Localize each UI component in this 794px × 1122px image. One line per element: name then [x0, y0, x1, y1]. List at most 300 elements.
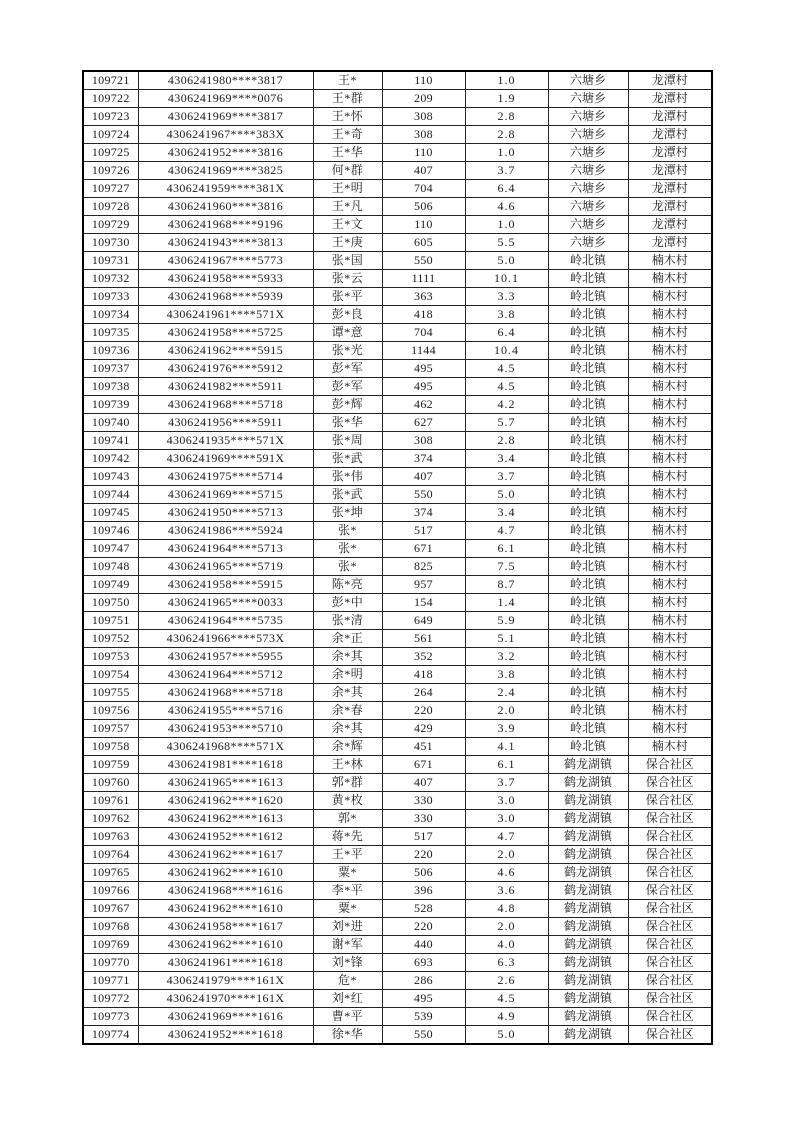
table-row: [83, 918, 712, 936]
table-row: [83, 630, 712, 648]
cell-rate: 7.5: [465, 558, 548, 576]
cell-id-number: 4306241976****5912: [138, 360, 313, 378]
table-row: [83, 612, 712, 630]
cell-town: 岭北镇: [548, 648, 628, 666]
table-row: [83, 954, 712, 972]
cell-town: 六塘乡: [548, 126, 628, 144]
cell-town: 六塘乡: [548, 144, 628, 162]
cell-serial-number: 109768: [83, 918, 138, 936]
cell-id-number: 4306241961****1618: [138, 954, 313, 972]
cell-rate: 4.6: [465, 198, 548, 216]
cell-town: 鹤龙湖镇: [548, 828, 628, 846]
cell-id-number: 4306241956****5911: [138, 414, 313, 432]
cell-serial-number: 109745: [83, 504, 138, 522]
cell-serial-number: 109767: [83, 900, 138, 918]
cell-person-name: 李*平: [313, 882, 382, 900]
cell-serial-number: 109766: [83, 882, 138, 900]
cell-village: 保合社区: [628, 990, 712, 1008]
cell-id-number: 4306241967****5773: [138, 252, 313, 270]
table-row: [83, 252, 712, 270]
cell-rate: 3.9: [465, 720, 548, 738]
cell-serial-number: 109750: [83, 594, 138, 612]
cell-rate: 10.4: [465, 342, 548, 360]
cell-village: 保合社区: [628, 1008, 712, 1026]
cell-person-name: 余*其: [313, 720, 382, 738]
cell-serial-number: 109762: [83, 810, 138, 828]
cell-serial-number: 109742: [83, 450, 138, 468]
cell-village: 龙潭村: [628, 198, 712, 216]
cell-id-number: 4306241962****1613: [138, 810, 313, 828]
cell-rate: 3.7: [465, 468, 548, 486]
cell-rate: 4.2: [465, 396, 548, 414]
cell-person-name: 彭*辉: [313, 396, 382, 414]
cell-serial-number: 109741: [83, 432, 138, 450]
cell-village: 楠木村: [628, 720, 712, 738]
cell-town: 六塘乡: [548, 90, 628, 108]
cell-town: 岭北镇: [548, 324, 628, 342]
cell-amount: 440: [382, 936, 465, 954]
cell-amount: 220: [382, 702, 465, 720]
cell-serial-number: 109725: [83, 144, 138, 162]
cell-id-number: 4306241969****591X: [138, 450, 313, 468]
table-row: [83, 198, 712, 216]
cell-id-number: 4306241969****3817: [138, 108, 313, 126]
cell-serial-number: 109747: [83, 540, 138, 558]
cell-rate: 4.5: [465, 360, 548, 378]
cell-person-name: 张*: [313, 558, 382, 576]
cell-rate: 2.8: [465, 108, 548, 126]
cell-town: 鹤龙湖镇: [548, 846, 628, 864]
cell-serial-number: 109732: [83, 270, 138, 288]
table-row: [83, 378, 712, 396]
cell-village: 楠木村: [628, 738, 712, 756]
cell-amount: 1144: [382, 342, 465, 360]
cell-serial-number: 109738: [83, 378, 138, 396]
records-table: [82, 70, 713, 1045]
cell-town: 鹤龙湖镇: [548, 792, 628, 810]
cell-serial-number: 109774: [83, 1026, 138, 1045]
cell-town: 六塘乡: [548, 234, 628, 252]
cell-village: 保合社区: [628, 846, 712, 864]
cell-serial-number: 109753: [83, 648, 138, 666]
cell-serial-number: 109743: [83, 468, 138, 486]
cell-amount: 407: [382, 162, 465, 180]
cell-village: 龙潭村: [628, 234, 712, 252]
cell-person-name: 张*国: [313, 252, 382, 270]
cell-person-name: 黄*枚: [313, 792, 382, 810]
cell-rate: 4.5: [465, 378, 548, 396]
cell-serial-number: 109749: [83, 576, 138, 594]
cell-id-number: 4306241981****1618: [138, 756, 313, 774]
table-row: [83, 990, 712, 1008]
cell-village: 龙潭村: [628, 108, 712, 126]
table-row: [83, 540, 712, 558]
cell-id-number: 4306241968****1616: [138, 882, 313, 900]
cell-amount: 506: [382, 864, 465, 882]
cell-serial-number: 109736: [83, 342, 138, 360]
cell-id-number: 4306241970****161X: [138, 990, 313, 1008]
cell-village: 保合社区: [628, 954, 712, 972]
cell-rate: 10.1: [465, 270, 548, 288]
cell-rate: 4.5: [465, 990, 548, 1008]
cell-town: 鹤龙湖镇: [548, 756, 628, 774]
cell-town: 岭北镇: [548, 630, 628, 648]
cell-amount: 462: [382, 396, 465, 414]
cell-amount: 561: [382, 630, 465, 648]
cell-serial-number: 109754: [83, 666, 138, 684]
cell-id-number: 4306241964****5713: [138, 540, 313, 558]
cell-rate: 5.5: [465, 234, 548, 252]
cell-person-name: 郭*群: [313, 774, 382, 792]
cell-town: 六塘乡: [548, 108, 628, 126]
cell-serial-number: 109734: [83, 306, 138, 324]
cell-amount: 374: [382, 504, 465, 522]
cell-serial-number: 109771: [83, 972, 138, 990]
cell-village: 保合社区: [628, 1026, 712, 1045]
table-row: [83, 126, 712, 144]
cell-id-number: 4306241957****5955: [138, 648, 313, 666]
cell-amount: 330: [382, 810, 465, 828]
cell-id-number: 4306241952****3816: [138, 144, 313, 162]
cell-id-number: 4306241967****383X: [138, 126, 313, 144]
cell-amount: 264: [382, 684, 465, 702]
cell-village: 楠木村: [628, 306, 712, 324]
cell-village: 楠木村: [628, 342, 712, 360]
cell-rate: 4.1: [465, 738, 548, 756]
cell-rate: 8.7: [465, 576, 548, 594]
cell-person-name: 王*凡: [313, 198, 382, 216]
cell-village: 楠木村: [628, 252, 712, 270]
cell-id-number: 4306241980****3817: [138, 71, 313, 90]
cell-village: 保合社区: [628, 810, 712, 828]
cell-town: 鹤龙湖镇: [548, 1008, 628, 1026]
cell-rate: 5.9: [465, 612, 548, 630]
cell-serial-number: 109733: [83, 288, 138, 306]
cell-person-name: 王*群: [313, 90, 382, 108]
cell-village: 楠木村: [628, 504, 712, 522]
cell-serial-number: 109744: [83, 486, 138, 504]
cell-rate: 3.4: [465, 504, 548, 522]
cell-amount: 671: [382, 540, 465, 558]
cell-amount: 429: [382, 720, 465, 738]
table-row: [83, 414, 712, 432]
cell-id-number: 4306241950****5713: [138, 504, 313, 522]
cell-id-number: 4306241986****5924: [138, 522, 313, 540]
cell-amount: 110: [382, 144, 465, 162]
table-row: [83, 144, 712, 162]
cell-village: 龙潭村: [628, 144, 712, 162]
cell-town: 岭北镇: [548, 720, 628, 738]
table-row: [83, 468, 712, 486]
cell-town: 六塘乡: [548, 198, 628, 216]
table-row: [83, 234, 712, 252]
cell-id-number: 4306241943****3813: [138, 234, 313, 252]
cell-rate: 2.0: [465, 702, 548, 720]
cell-person-name: 王*庚: [313, 234, 382, 252]
cell-serial-number: 109739: [83, 396, 138, 414]
cell-amount: 550: [382, 1026, 465, 1045]
cell-person-name: 王*林: [313, 756, 382, 774]
table-row: [83, 522, 712, 540]
table-row: [83, 756, 712, 774]
cell-town: 岭北镇: [548, 612, 628, 630]
table-row: [83, 71, 712, 90]
cell-village: 楠木村: [628, 666, 712, 684]
cell-amount: 396: [382, 882, 465, 900]
cell-village: 楠木村: [628, 324, 712, 342]
cell-rate: 6.3: [465, 954, 548, 972]
table-row: [83, 342, 712, 360]
cell-serial-number: 109769: [83, 936, 138, 954]
cell-village: 保合社区: [628, 864, 712, 882]
cell-amount: 308: [382, 126, 465, 144]
cell-id-number: 4306241958****5725: [138, 324, 313, 342]
cell-serial-number: 109721: [83, 71, 138, 90]
cell-id-number: 4306241958****5933: [138, 270, 313, 288]
cell-town: 六塘乡: [548, 71, 628, 90]
cell-serial-number: 109746: [83, 522, 138, 540]
cell-serial-number: 109751: [83, 612, 138, 630]
cell-serial-number: 109737: [83, 360, 138, 378]
table-row: [83, 576, 712, 594]
cell-serial-number: 109759: [83, 756, 138, 774]
cell-id-number: 4306241962****1610: [138, 900, 313, 918]
cell-serial-number: 109724: [83, 126, 138, 144]
table-row: [83, 864, 712, 882]
cell-rate: 1.9: [465, 90, 548, 108]
cell-rate: 2.0: [465, 846, 548, 864]
cell-amount: 693: [382, 954, 465, 972]
cell-town: 岭北镇: [548, 378, 628, 396]
cell-rate: 3.8: [465, 306, 548, 324]
cell-village: 楠木村: [628, 522, 712, 540]
cell-town: 岭北镇: [548, 522, 628, 540]
cell-amount: 220: [382, 846, 465, 864]
cell-town: 鹤龙湖镇: [548, 954, 628, 972]
cell-id-number: 4306241968****5718: [138, 396, 313, 414]
cell-amount: 517: [382, 828, 465, 846]
cell-id-number: 4306241964****5712: [138, 666, 313, 684]
table-row: [83, 360, 712, 378]
cell-rate: 5.0: [465, 252, 548, 270]
cell-amount: 286: [382, 972, 465, 990]
cell-person-name: 张*: [313, 522, 382, 540]
cell-person-name: 蒋*先: [313, 828, 382, 846]
cell-person-name: 张*武: [313, 450, 382, 468]
cell-village: 楠木村: [628, 648, 712, 666]
table-row: [83, 324, 712, 342]
cell-amount: 330: [382, 792, 465, 810]
cell-amount: 1111: [382, 270, 465, 288]
cell-amount: 495: [382, 990, 465, 1008]
cell-amount: 825: [382, 558, 465, 576]
cell-village: 楠木村: [628, 612, 712, 630]
cell-amount: 957: [382, 576, 465, 594]
cell-rate: 1.0: [465, 216, 548, 234]
cell-person-name: 危*: [313, 972, 382, 990]
table-row: [83, 846, 712, 864]
cell-village: 楠木村: [628, 630, 712, 648]
cell-id-number: 4306241969****3825: [138, 162, 313, 180]
cell-village: 保合社区: [628, 774, 712, 792]
cell-person-name: 张*伟: [313, 468, 382, 486]
cell-rate: 2.6: [465, 972, 548, 990]
table-row: [83, 180, 712, 198]
cell-town: 岭北镇: [548, 396, 628, 414]
cell-serial-number: 109770: [83, 954, 138, 972]
cell-rate: 6.1: [465, 756, 548, 774]
cell-amount: 506: [382, 198, 465, 216]
cell-person-name: 余*辉: [313, 738, 382, 756]
cell-amount: 209: [382, 90, 465, 108]
cell-town: 鹤龙湖镇: [548, 918, 628, 936]
cell-village: 龙潭村: [628, 162, 712, 180]
cell-town: 岭北镇: [548, 738, 628, 756]
cell-town: 岭北镇: [548, 468, 628, 486]
cell-rate: 5.0: [465, 1026, 548, 1045]
cell-amount: 649: [382, 612, 465, 630]
cell-serial-number: 109735: [83, 324, 138, 342]
cell-person-name: 徐*华: [313, 1026, 382, 1045]
cell-village: 楠木村: [628, 684, 712, 702]
cell-rate: 4.0: [465, 936, 548, 954]
cell-serial-number: 109752: [83, 630, 138, 648]
table-row: [83, 810, 712, 828]
cell-village: 保合社区: [628, 792, 712, 810]
cell-village: 楠木村: [628, 540, 712, 558]
cell-amount: 363: [382, 288, 465, 306]
cell-id-number: 4306241969****1616: [138, 1008, 313, 1026]
cell-rate: 6.4: [465, 180, 548, 198]
cell-village: 楠木村: [628, 396, 712, 414]
table-row: [83, 684, 712, 702]
cell-person-name: 彭*良: [313, 306, 382, 324]
table-row: [83, 288, 712, 306]
cell-id-number: 4306241959****381X: [138, 180, 313, 198]
table-row: [83, 774, 712, 792]
cell-town: 岭北镇: [548, 450, 628, 468]
cell-town: 岭北镇: [548, 252, 628, 270]
table-row: [83, 216, 712, 234]
cell-rate: 2.0: [465, 918, 548, 936]
cell-id-number: 4306241965****1613: [138, 774, 313, 792]
cell-amount: 407: [382, 774, 465, 792]
cell-rate: 3.0: [465, 792, 548, 810]
cell-rate: 3.0: [465, 810, 548, 828]
cell-person-name: 刘*红: [313, 990, 382, 1008]
cell-amount: 550: [382, 486, 465, 504]
cell-person-name: 郭*: [313, 810, 382, 828]
cell-rate: 5.7: [465, 414, 548, 432]
cell-town: 岭北镇: [548, 558, 628, 576]
cell-town: 岭北镇: [548, 414, 628, 432]
cell-rate: 4.7: [465, 522, 548, 540]
cell-person-name: 何*群: [313, 162, 382, 180]
cell-id-number: 4306241979****161X: [138, 972, 313, 990]
cell-id-number: 4306241953****5710: [138, 720, 313, 738]
cell-person-name: 刘*进: [313, 918, 382, 936]
cell-amount: 517: [382, 522, 465, 540]
cell-id-number: 4306241962****1610: [138, 936, 313, 954]
cell-id-number: 4306241962****1617: [138, 846, 313, 864]
cell-id-number: 4306241968****5939: [138, 288, 313, 306]
cell-serial-number: 109755: [83, 684, 138, 702]
cell-village: 保合社区: [628, 936, 712, 954]
cell-amount: 671: [382, 756, 465, 774]
cell-town: 六塘乡: [548, 216, 628, 234]
cell-amount: 110: [382, 71, 465, 90]
cell-id-number: 4306241961****571X: [138, 306, 313, 324]
table-row: [83, 558, 712, 576]
cell-amount: 451: [382, 738, 465, 756]
cell-serial-number: 109756: [83, 702, 138, 720]
cell-serial-number: 109730: [83, 234, 138, 252]
table-row: [83, 162, 712, 180]
cell-id-number: 4306241964****5735: [138, 612, 313, 630]
cell-town: 六塘乡: [548, 180, 628, 198]
cell-town: 岭北镇: [548, 684, 628, 702]
cell-village: 保合社区: [628, 918, 712, 936]
table-row: [83, 594, 712, 612]
cell-id-number: 4306241975****5714: [138, 468, 313, 486]
cell-id-number: 4306241962****1610: [138, 864, 313, 882]
table-row: [83, 720, 712, 738]
cell-town: 鹤龙湖镇: [548, 882, 628, 900]
cell-town: 岭北镇: [548, 576, 628, 594]
cell-serial-number: 109729: [83, 216, 138, 234]
cell-amount: 220: [382, 918, 465, 936]
cell-person-name: 王*文: [313, 216, 382, 234]
cell-serial-number: 109763: [83, 828, 138, 846]
cell-amount: 627: [382, 414, 465, 432]
cell-village: 楠木村: [628, 486, 712, 504]
cell-serial-number: 109722: [83, 90, 138, 108]
cell-town: 六塘乡: [548, 162, 628, 180]
cell-town: 岭北镇: [548, 432, 628, 450]
cell-village: 龙潭村: [628, 216, 712, 234]
cell-person-name: 粟*: [313, 900, 382, 918]
cell-id-number: 4306241955****5716: [138, 702, 313, 720]
cell-town: 鹤龙湖镇: [548, 864, 628, 882]
table-row: [83, 396, 712, 414]
cell-person-name: 余*明: [313, 666, 382, 684]
cell-rate: 2.4: [465, 684, 548, 702]
cell-person-name: 谢*军: [313, 936, 382, 954]
cell-village: 楠木村: [628, 360, 712, 378]
cell-serial-number: 109727: [83, 180, 138, 198]
cell-amount: 418: [382, 306, 465, 324]
cell-rate: 4.6: [465, 864, 548, 882]
table-row: [83, 1008, 712, 1026]
cell-amount: 352: [382, 648, 465, 666]
cell-town: 鹤龙湖镇: [548, 774, 628, 792]
cell-rate: 4.7: [465, 828, 548, 846]
cell-amount: 704: [382, 180, 465, 198]
cell-town: 岭北镇: [548, 594, 628, 612]
cell-village: 楠木村: [628, 288, 712, 306]
cell-person-name: 彭*中: [313, 594, 382, 612]
cell-town: 岭北镇: [548, 504, 628, 522]
cell-rate: 3.7: [465, 162, 548, 180]
cell-village: 龙潭村: [628, 71, 712, 90]
cell-id-number: 4306241935****571X: [138, 432, 313, 450]
cell-rate: 2.8: [465, 432, 548, 450]
cell-amount: 154: [382, 594, 465, 612]
cell-person-name: 张*平: [313, 288, 382, 306]
table-row: [83, 432, 712, 450]
cell-id-number: 4306241960****3816: [138, 198, 313, 216]
cell-person-name: 王*平: [313, 846, 382, 864]
